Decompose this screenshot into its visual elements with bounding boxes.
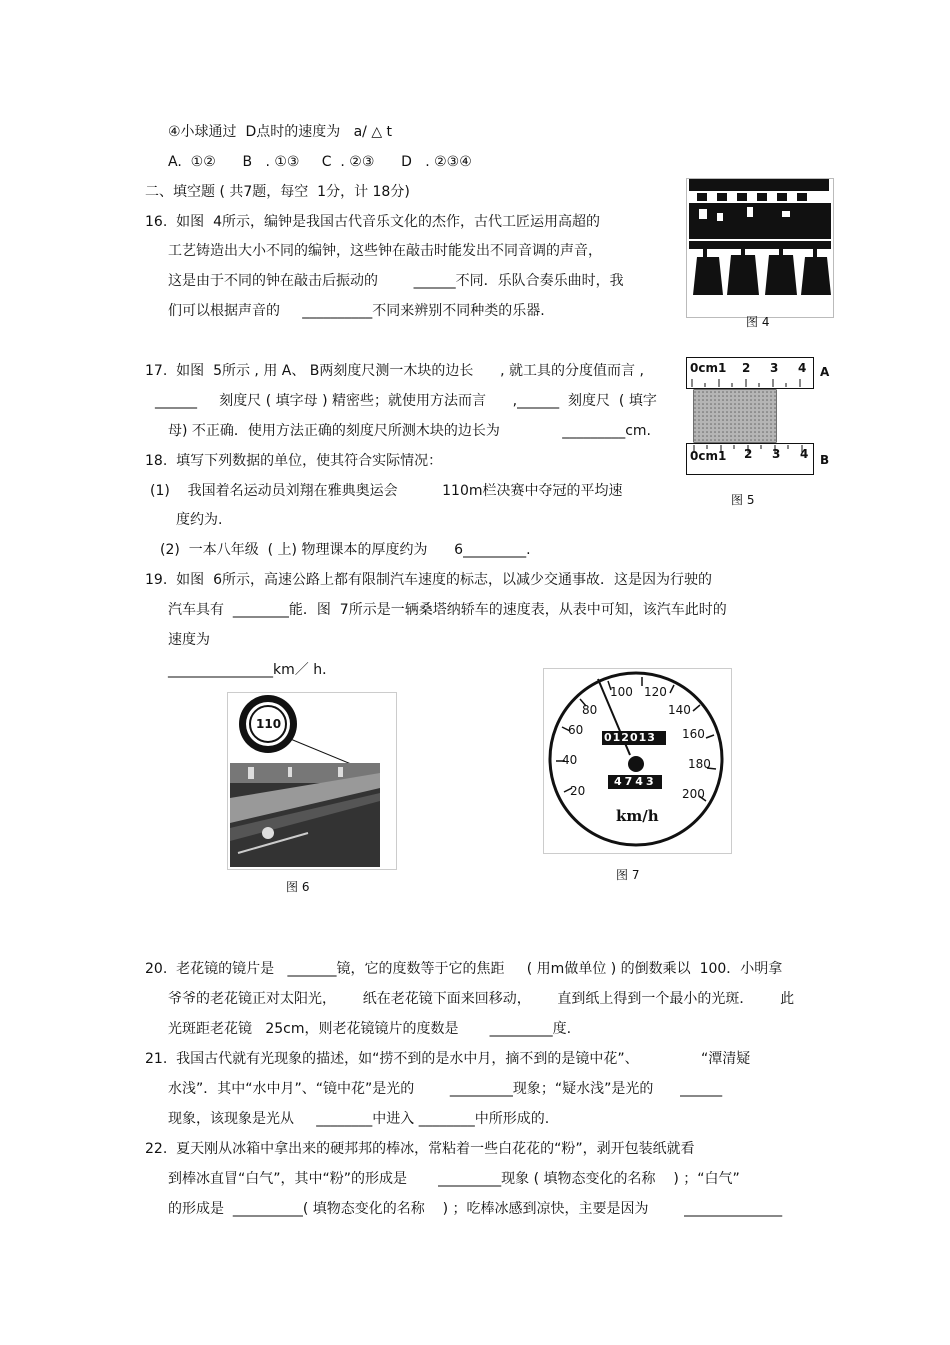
figure-5-caption: 图 5 xyxy=(731,493,755,507)
speedo-label-180: 180 xyxy=(688,757,711,771)
ruler-a-label: A xyxy=(820,365,830,379)
question-19-line-3: 速度为 xyxy=(168,632,210,648)
speedo-label-40: 40 xyxy=(562,753,578,767)
ruler-b-tick-0: 0cm1 xyxy=(690,449,727,463)
speedo-trip: 4743 xyxy=(614,775,657,788)
speedo-label-120: 120 xyxy=(644,685,667,699)
figure-6-caption: 图 6 xyxy=(286,880,310,894)
figure-4-caption: 图 4 xyxy=(746,315,770,329)
question-20-line-1: 20. 老花镜的镜片是 _______镜，它的度数等于它的焦距 ( 用m做单位 ) 的倒数乘以 100．小明拿 xyxy=(145,961,783,977)
speedo-label-160: 160 xyxy=(682,727,705,741)
figure-4-bells xyxy=(686,178,834,318)
question-21-line-2: 水浅”．其中“水中月”、“镜中花”是光的 _________现象；“疑水浅”是光的 ______ xyxy=(168,1081,723,1097)
question-17-line-2: ______ 刻度尺 ( 填字母 ) 精密些；就使用方法而言 ,______ 刻度尺 ( 填字 xyxy=(155,393,657,409)
question-17-line-1: 17. 如图 5所示 , 用 A、 B两刻度尺测一木块的边长 , 就工具的分度值而言 , xyxy=(145,363,644,379)
question-18-line-1: 18. 填写下列数据的单位，使其符合实际情况： xyxy=(145,453,443,469)
question-19-line-1: 19. 如图 6所示，高速公路上都有限制汽车速度的标志，以减少交通事故．这是因为行驶的 xyxy=(145,572,712,588)
question-18-part-1: (1) 我国着名运动员刘翔在雅典奥运会 110m栏决赛中夺冠的平均速 xyxy=(150,483,623,499)
question-20-line-3: 光斑距老花镜 25cm，则老花镜镜片的度数是 _________度. xyxy=(168,1021,572,1037)
option-line-4: ④小球通过 D点时的速度为 a/ △ t xyxy=(168,124,393,140)
speed-limit-value: 110 xyxy=(256,717,282,731)
ruler-b-tick-2: 2 xyxy=(744,447,753,461)
ruler-b-label: B xyxy=(820,453,830,467)
question-16-line-3: 这是由于不同的钟在敲击后振动的 ______不同．乐队合奏乐曲时，我 xyxy=(168,273,624,289)
ruler-b-tick-4: 4 xyxy=(800,447,809,461)
question-22-line-1: 22. 夏天刚从冰箱中拿出来的硬邦邦的棒冰，常粘着一些白花花的“粉”，剥开包装纸就看 xyxy=(145,1141,695,1157)
ruler-a-tick-3: 3 xyxy=(770,361,779,375)
speedo-label-100: 100 xyxy=(610,685,633,699)
answer-choices: A. ①② B . ①③ C . ②③ D . ②③④ xyxy=(168,154,472,170)
question-22-line-3: 的形成是 __________( 填物态变化的名称 ) ；吃棒冰感到凉快，主要是因为 ______________ xyxy=(168,1201,783,1217)
question-18-part-1-cont: 度约为. xyxy=(176,512,223,528)
ruler-a-tick-0: 0cm1 xyxy=(690,361,727,375)
ruler-a-tick-2: 2 xyxy=(742,361,751,375)
road-photo xyxy=(228,693,396,869)
figure-5-rulers xyxy=(686,355,832,489)
speedo-label-20: 20 xyxy=(570,784,586,798)
question-20-line-2: 爷爷的老花镜正对太阳光， 纸在老花镜下面来回移动， 直到纸上得到一个最小的光斑． 此 xyxy=(168,991,795,1007)
figure-7-caption: 图 7 xyxy=(616,868,640,882)
speedo-unit: km/h xyxy=(616,807,659,825)
speedo-label-60: 60 xyxy=(568,723,584,737)
speedo-odometer: 012013 xyxy=(604,731,656,744)
section-heading: 二、填空题 ( 共7题，每空 1分，计 18分) xyxy=(145,184,410,200)
question-16-line-1: 16. 如图 4所示，编钟是我国古代音乐文化的杰作，古代工匠运用高超的 xyxy=(145,214,600,230)
speedo-label-80: 80 xyxy=(582,703,598,717)
question-21-line-1: 21. 我国古代就有光现象的描述，如“捞不到的是水中月，摘不到的是镜中花”、 “潭清疑 xyxy=(145,1051,751,1067)
speedo-label-140: 140 xyxy=(668,703,691,717)
bells-illustration xyxy=(687,179,833,317)
question-19-line-4: _______________km／ h． xyxy=(168,662,337,678)
question-21-line-3: 现象，该现象是光从 ________中进入 ________中所形成的. xyxy=(168,1111,550,1127)
ruler-a-tick-4: 4 xyxy=(798,361,807,375)
question-22-line-2: 到棒冰直冒“白气”，其中“粉”的形成是 _________现象 ( 填物态变化的名称 ) ；“白气” xyxy=(168,1171,740,1187)
question-17-line-3: 母) 不正确．使用方法正确的刻度尺所测木块的边长为 _________cm. xyxy=(168,423,651,439)
question-19-line-2: 汽车具有 ________能．图 7所示是一辆桑塔纳轿车的速度表，从表中可知，该汽车此时的 xyxy=(168,602,727,618)
speedo-label-200: 200 xyxy=(682,787,705,801)
figure-7-speedometer xyxy=(543,668,732,854)
figure-6-road-sign xyxy=(227,692,397,870)
question-18-part-2: (2) 一本八年级 ( 上) 物理课本的厚度约为 6_________. xyxy=(160,542,531,558)
ruler-b-tick-3: 3 xyxy=(772,447,781,461)
question-16-line-4: 们可以根据声音的 __________不同来辨别不同种类的乐器. xyxy=(168,303,545,319)
question-16-line-2: 工艺铸造出大小不同的编钟，这些钟在敲击时能发出不同音调的声音， xyxy=(168,243,602,259)
